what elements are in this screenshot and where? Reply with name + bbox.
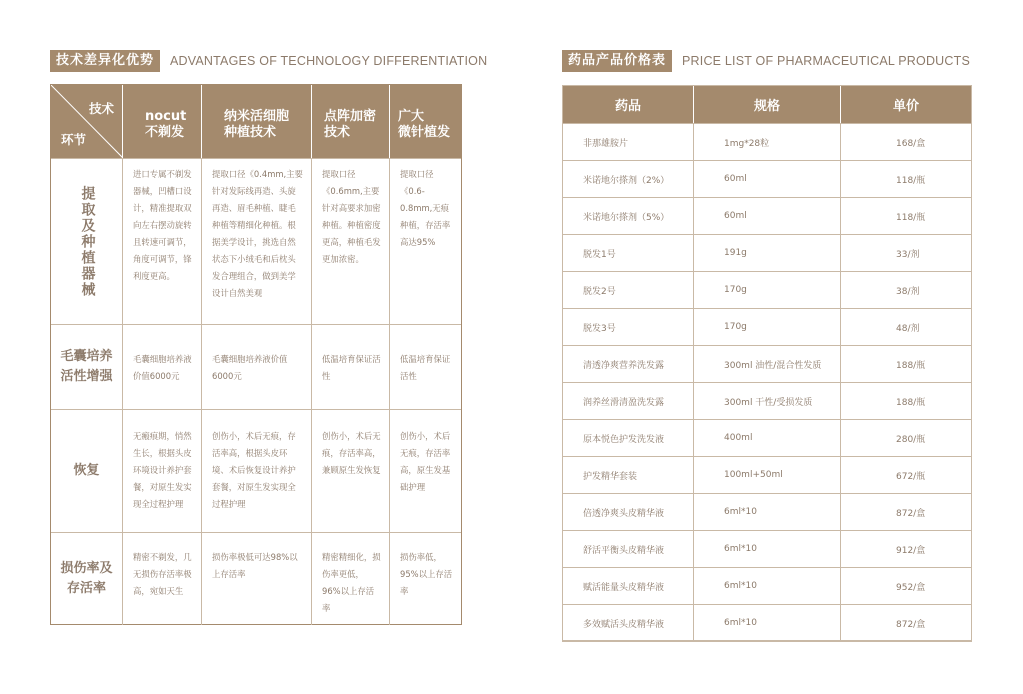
spec-cell: 6ml*10 (694, 494, 841, 530)
table-row (51, 409, 461, 532)
row-label (51, 533, 123, 625)
price-cell: 38/剂 (896, 286, 920, 297)
row-label (51, 325, 123, 409)
table-row (563, 419, 971, 456)
spec-cell: 170g (694, 272, 841, 308)
price-list-table (562, 85, 972, 642)
table-cell: 损伤率极低可达98%以上存活率 (202, 533, 312, 625)
column-header-line2: 种植技术 (224, 125, 277, 140)
spec-cell: 400ml (694, 420, 841, 456)
column-header-nocut (123, 85, 202, 158)
left-section-subtitle: ADVANTAGES OF TECHNOLOGY DIFFERENTIATION (170, 54, 488, 68)
price-cell: 872/盒 (896, 619, 926, 630)
drug-name-cell: 倍透净爽头皮精华液 (563, 494, 694, 530)
price-cell: 188/瓶 (896, 360, 926, 371)
column-header-line2: 技术 (324, 125, 351, 140)
table-cell: 创伤小，术后无痕，存活率高，兼顾原生发恢复 (312, 410, 390, 532)
table-cell: 精密不剃发，几无损伤存活率极高，宛如天生 (123, 533, 202, 625)
table-cell: 无瘢痕期，悄然生长，根据头皮环境设计养护套餐，对原生发实现全过程护理 (123, 410, 202, 532)
spec-cell: 300ml 干性/受损发质 (694, 383, 841, 419)
column-header-line1: 纳米活细胞 (224, 109, 290, 124)
table-cell: 毛囊细胞培养液价值6000元 (202, 325, 312, 409)
drug-name-cell: 米诺地尔搽剂（2%） (563, 161, 694, 197)
price-cell: 118/瓶 (896, 212, 926, 223)
drug-name-cell: 舒活平衡头皮精华液 (563, 531, 694, 567)
table-cell: 创伤小，术后无痕，存活率高，原生发基础护理 (400, 431, 451, 492)
right-section-tag: 药品产品价格表 (562, 50, 672, 72)
technology-comparison-table (50, 84, 462, 625)
price-cell: 912/盒 (896, 545, 926, 556)
table-cell: 毛囊细胞培养液价值6000元 (123, 325, 202, 409)
price-cell: 48/剂 (896, 323, 920, 334)
price-cell: 952/盒 (896, 582, 926, 593)
spec-cell: 6ml*10 (694, 531, 841, 567)
column-header-line1: 点阵加密 (324, 109, 377, 124)
table-cell: 损伤率低，95%以上存活率 (400, 552, 453, 596)
price-cell: 168/盒 (896, 138, 926, 149)
bottom-divider (562, 640, 972, 641)
table-row (563, 345, 971, 382)
drug-name-cell: 赋活能量头皮精华液 (563, 568, 694, 604)
table-row (563, 604, 971, 641)
table-row (563, 160, 971, 197)
right-section-header (562, 50, 970, 72)
row-label-text: 损伤率及存活率 (60, 561, 113, 596)
header-price: 单价 (892, 99, 919, 114)
table-row (563, 530, 971, 567)
drug-name-cell: 脱发3号 (563, 309, 694, 345)
price-table-body (563, 123, 971, 641)
corner-label-technology: 技术 (88, 101, 114, 116)
right-section-subtitle: PRICE LIST OF PHARMACEUTICAL PRODUCTS (682, 54, 971, 68)
drug-name-cell: 润养丝滑清盈洗发露 (563, 383, 694, 419)
table-cell: 进口专属不剃发器械，凹槽口设计，精准提取双向左右摆动旋转且转速可调节，角度可调节，锋利度更高。 (123, 159, 202, 324)
table-row (51, 532, 461, 625)
column-header-microneedle (390, 85, 461, 158)
column-header-nano (202, 85, 312, 158)
column-header-lattice (312, 85, 390, 158)
table-cell: 创伤小，术后无痕，存活率高，根据头皮环境、术后恢复设计养护套餐，对原生发实现全过程护理 (202, 410, 312, 532)
spec-cell: 60ml (694, 198, 841, 234)
drug-name-cell: 清透净爽营养洗发露 (563, 346, 694, 382)
drug-name-cell: 护发精华套装 (563, 457, 694, 493)
spec-cell: 6ml*10 (694, 605, 841, 641)
table-row (563, 271, 971, 308)
row-label-text: 毛囊培养活性增强 (60, 349, 113, 384)
table-row (563, 197, 971, 234)
table-row (563, 382, 971, 419)
table-row (563, 308, 971, 345)
price-cell: 188/瓶 (896, 397, 926, 408)
drug-name-cell: 多效赋活头皮精华液 (563, 605, 694, 641)
header-spec: 规格 (694, 86, 841, 123)
spec-cell: 300ml 油性/混合性发质 (694, 346, 841, 382)
table-cell: 提取口径《0.4mm,主要针对发际线再造、头旋再造、眉毛种植、睫毛种植等精细化种植。根据美学设计，挑选自然状态下小绒毛和后枕头发合理组合，做到美学设计自然美观 (202, 159, 312, 324)
header-drug: 药品 (563, 86, 694, 123)
table-row (51, 324, 461, 409)
drug-name-cell: 非那雄胺片 (563, 124, 694, 160)
column-header-line1: nocut (145, 109, 187, 124)
spec-cell: 1mg*28粒 (694, 124, 841, 160)
table-cell: 提取口径《0.6-0.8mm,无痕种植，存活率高达95% (400, 169, 451, 247)
spec-cell: 6ml*10 (694, 568, 841, 604)
spec-cell: 60ml (694, 161, 841, 197)
drug-name-cell: 米诺地尔搽剂（5%） (563, 198, 694, 234)
table-row (563, 493, 971, 530)
table-cell: 提取口径《0.6mm,主要针对高要求加密种植。种植密度更高，种植毛发更加浓密。 (312, 159, 390, 324)
drug-name-cell: 脱发2号 (563, 272, 694, 308)
table-row (563, 123, 971, 160)
drug-name-cell: 脱发1号 (563, 235, 694, 271)
price-cell: 280/瓶 (896, 434, 926, 445)
table-cell: 精密精细化，损伤率更低，96%以上存活率 (312, 533, 390, 625)
price-cell: 33/剂 (896, 249, 920, 260)
spec-cell: 170g (694, 309, 841, 345)
price-cell: 118/瓶 (896, 175, 926, 186)
table-cell: 低温培育保证活性 (312, 325, 390, 409)
row-label: 恢复 (51, 410, 123, 532)
drug-name-cell: 原本悦色护发洗发液 (563, 420, 694, 456)
table-row (563, 234, 971, 271)
row-label: 提取及种植器械 (51, 159, 123, 324)
column-header-line1: 广大 (398, 109, 425, 124)
spec-cell: 191g (694, 235, 841, 271)
spec-cell: 100ml+50ml (694, 457, 841, 493)
price-table-header-row (563, 86, 971, 123)
corner-header-cell (51, 85, 123, 158)
table-row (563, 567, 971, 604)
left-section-tag: 技术差异化优势 (50, 50, 160, 72)
table-row (51, 158, 461, 324)
column-header-line2: 微针植发 (398, 125, 451, 140)
table-row (563, 456, 971, 493)
left-section-header (50, 50, 487, 72)
table-header-row (51, 85, 461, 158)
price-cell: 672/瓶 (896, 471, 926, 482)
price-cell: 872/盒 (896, 508, 926, 519)
table-cell: 低温培育保证活性 (400, 354, 451, 381)
column-header-line2: 不剃发 (145, 125, 185, 140)
corner-label-stage: 环节 (61, 132, 87, 147)
